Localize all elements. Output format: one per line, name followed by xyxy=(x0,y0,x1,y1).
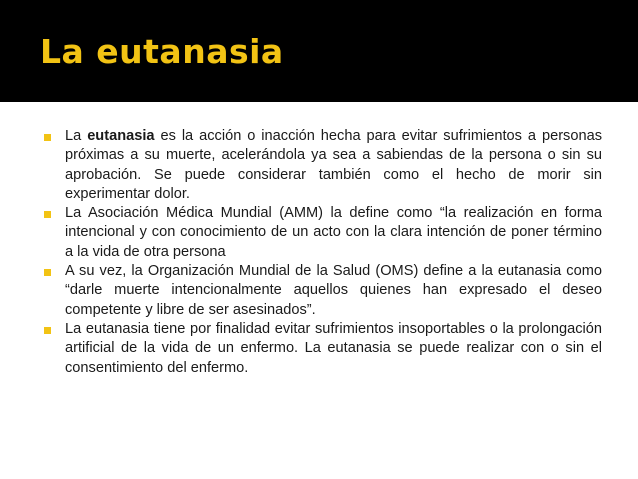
list-item xyxy=(0,262,638,320)
bullet-text-post: es la acción o inacción hecha para evitar sufrimientos a personas próximas a su muerte, acelerándola ya sea a sabiendas de la persona o sin su aprobación. Se puede considerar también como el hecho de morir sin experimentar dolor. xyxy=(65,128,602,202)
bullet-text-pre: La xyxy=(65,128,88,144)
bullet-square-icon xyxy=(44,134,51,141)
bullet-text-1 xyxy=(65,127,602,204)
list-item xyxy=(0,204,638,262)
bullet-square-icon xyxy=(44,211,51,218)
list-item xyxy=(0,320,638,378)
list-item xyxy=(0,127,638,204)
bullet-text-2: La Asociación Médica Mundial (AMM) la define como “la realización en forma intencional y con conocimiento de un acto con la clara intención de poner término a la vida de otra persona xyxy=(65,205,602,260)
title-bar xyxy=(0,0,638,102)
slide-title: La eutanasia xyxy=(40,32,284,71)
bullet-square-icon xyxy=(44,269,51,276)
bullet-text-4: La eutanasia tiene por finalidad evitar sufrimientos insoportables o la prolongación artificial de la vida de un enfermo. La eutanasia se puede realizar con o sin el consentimiento del enfermo. xyxy=(65,320,602,376)
bullet-keyword: eutanasia xyxy=(87,128,155,144)
bullet-list xyxy=(0,127,638,378)
bullet-text-3: A su vez, la Organización Mundial de la Salud (OMS) define a la eutanasia como “darle muerte intencionalmente aquellos quienes han expresado el deseo competente y libre de ser asesinados”. xyxy=(65,263,602,318)
bullet-square-icon xyxy=(44,327,51,334)
